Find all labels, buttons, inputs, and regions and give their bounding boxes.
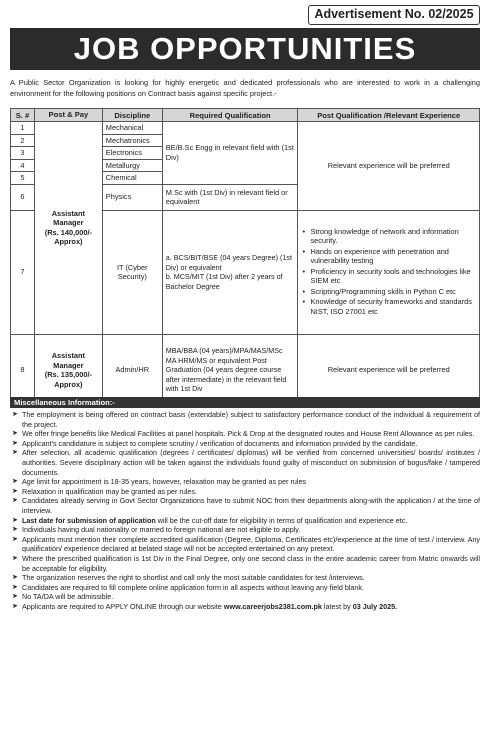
discipline-cell: Physics xyxy=(102,184,162,210)
discipline-cell: IT (Cyber Security) xyxy=(102,210,162,334)
list-item: ➤ Age limit for appointment is 18-35 years, however, relaxation may be granted as per rules xyxy=(12,477,307,487)
sno-cell: 6 xyxy=(11,184,35,210)
experience-cell-general: Relevant experience will be preferred xyxy=(298,122,480,211)
page-title: JOB OPPORTUNITIES xyxy=(10,28,480,70)
col-header-post: Post & Pay xyxy=(34,109,102,122)
deadline-date: 03 July 2025. xyxy=(352,601,398,611)
list-item: • Proficiency in security tools and technologies like SIEM etc xyxy=(301,267,476,286)
arrow-bullet-icon: ➤ xyxy=(12,478,18,486)
arrow-bullet-icon: ➤ xyxy=(12,497,18,505)
qualification-cell-it xyxy=(162,210,298,334)
post-name: Assistant Manager xyxy=(51,208,85,228)
post-pay: (Rs. 140,000/- Approx) xyxy=(44,227,92,247)
jobs-table xyxy=(10,108,480,407)
sno-cell: 4 xyxy=(11,159,35,172)
list-item: ➤ After selection, all academic qualification (degrees / certificates/ diplomas) will be verified from concerned universities/ boards/ institutes / authorities. Severe disciplinary action will be taken against the individuals found guilty of misconduct on submission of bogus/fake / tampered documents. xyxy=(12,448,480,477)
sno-cell: 3 xyxy=(11,147,35,160)
discipline-cell: Admin/HR xyxy=(102,334,162,406)
sno-cell: 1 xyxy=(11,122,35,135)
intro-paragraph: A Public Sector Organization is looking for highly energetic and dedicated professionals who are interested to work in a challenging environment for the following positions on Contract basis against specific project.- xyxy=(10,78,480,98)
list-item: ➤ Applicants must mention their complete accredited qualification (Degree, Diploma, Certificates etc)/experience at the time of test / interview. Any qualification/ experience declared at belated stage will not be accepted entertained on any pretext. xyxy=(12,534,480,554)
arrow-bullet-icon: ➤ xyxy=(12,449,18,457)
list-item: • Hands on experience with penetration and vulnerability testing xyxy=(301,247,476,266)
list-item: ➤ We offer fringe benefits like Medical Facilities at panel hospitals. Pick & Drop at the designated routes and House Rent Allowance as per rules. xyxy=(12,429,475,439)
arrow-bullet-icon: ➤ xyxy=(12,430,18,438)
experience-cell-it xyxy=(298,210,480,334)
list-item: • Scripting/Programming skills in Python C etc xyxy=(301,287,476,297)
sno-cell: 8 xyxy=(11,334,35,406)
table-header-row xyxy=(11,109,480,122)
arrow-bullet-icon: ➤ xyxy=(12,574,18,582)
arrow-bullet-icon: ➤ xyxy=(12,526,18,534)
sno-cell: 5 xyxy=(11,172,35,185)
list-item: ➤ Where the prescribed qualification is 1st Div in the Final Degree, only one second class in the entire academic career from Matric onwards will be acceptable for eligibility. xyxy=(12,553,480,573)
col-header-discipline: Discipline xyxy=(102,109,162,122)
col-header-sno: S. # xyxy=(11,109,35,122)
list-item: • Knowledge of security frameworks and standards NIST, ISO 27001 etc xyxy=(301,297,476,316)
table-row xyxy=(11,122,480,135)
list-item: ➤ Candidates already serving in Govt Sector Organizations have to submit NOC from their departments along-with the application / at the time of interview. xyxy=(12,496,480,515)
advertisement-number: Advertisement No. 02/2025 xyxy=(308,5,480,25)
arrow-bullet-icon: ➤ xyxy=(12,602,18,610)
post-pay: (Rs. 135,000/- Approx) xyxy=(44,370,92,389)
list-item: • Strong knowledge of network and information security. xyxy=(301,227,476,246)
qualification-it-b: b. MCS/MIT (1st Div) after 2 years of Bachelor Degree xyxy=(165,272,283,291)
list-item: ➤ The organization reserves the right to shortlist and call only the most suitable candidates for test /interviews. xyxy=(12,573,365,583)
discipline-cell: Mechanical xyxy=(102,122,162,135)
col-header-qualification: Required Qualification xyxy=(162,109,298,122)
arrow-bullet-icon: ➤ xyxy=(12,487,18,495)
list-item: ➤ Relaxation in qualification may be granted as per rules. xyxy=(12,486,197,496)
discipline-cell: Metallurgy xyxy=(102,159,162,172)
list-item: ➤ Applicant's candidature is subject to complete scrutiny / verification of documents and information provided by the candidate. xyxy=(12,438,418,448)
sno-cell: 7 xyxy=(11,210,35,334)
qualification-cell-msc: M.Sc with (1st Div) in relevant field or equivalent xyxy=(162,184,298,210)
list-item: ➤ Candidates are required to fill complete online application form in all aspects without leaving any field blank. xyxy=(12,582,364,592)
misc-heading: Miscellaneous Information:- xyxy=(10,397,480,408)
post-cell-1 xyxy=(34,122,102,335)
list-item: ➤ Last date for submission of application will be the cut-off date for eligibility in terms of qualification and experience etc. xyxy=(12,515,408,525)
col-header-experience: Post Qualification /Relevant Experience xyxy=(298,109,480,122)
misc-list xyxy=(10,410,480,611)
list-item: ➤ Applicants are required to APPLY ONLINE through our website www.careerjobs2381.com.pk latest by 03 July 2025. xyxy=(12,601,398,611)
table-row xyxy=(11,334,480,406)
experience-cell-admin: Relevant experience will be preferred xyxy=(298,334,480,406)
website-link[interactable]: www.careerjobs2381.com.pk xyxy=(223,601,322,611)
post-name: Assistant Manager xyxy=(51,351,85,370)
qualification-cell-admin: MBA/BBA (04 years)/MPA/MAS/MSc MA HRM/MS or equivalent Post Graduation (04 years degree course after intermediate) in the relevant field with 1st Div xyxy=(162,334,298,406)
arrow-bullet-icon: ➤ xyxy=(12,593,18,601)
arrow-bullet-icon: ➤ xyxy=(12,411,18,418)
discipline-cell: Mechatronics xyxy=(102,134,162,147)
discipline-cell: Electronics xyxy=(102,147,162,160)
arrow-bullet-icon: ➤ xyxy=(12,535,18,543)
qualification-cell-be: BE/B.Sc Engg in relevant field with (1st Div) xyxy=(162,122,298,185)
last-date-label: Last date for submission of application xyxy=(22,515,156,525)
arrow-bullet-icon: ➤ xyxy=(12,439,18,447)
post-cell-2 xyxy=(34,334,102,406)
sno-cell: 2 xyxy=(11,134,35,147)
list-item: ➤ No TA/DA will be admissible. xyxy=(12,592,114,602)
arrow-bullet-icon: ➤ xyxy=(12,554,18,562)
discipline-cell: Chemical xyxy=(102,172,162,185)
qualification-it-a: a. BCS/BIT/BSE (04 years Degree) (1st Div) or equivalent xyxy=(165,253,292,272)
arrow-bullet-icon: ➤ xyxy=(12,583,18,591)
experience-it-list xyxy=(301,227,476,317)
list-item: ➤ The employment is being offered on contract basis (extendable) subject to satisfactory performance conduct of the individual & requirement of the project. xyxy=(12,410,480,429)
list-item: ➤ Individuals having dual nationality or married to foreign national are not eligible to apply. xyxy=(12,525,301,535)
arrow-bullet-icon: ➤ xyxy=(12,516,18,524)
